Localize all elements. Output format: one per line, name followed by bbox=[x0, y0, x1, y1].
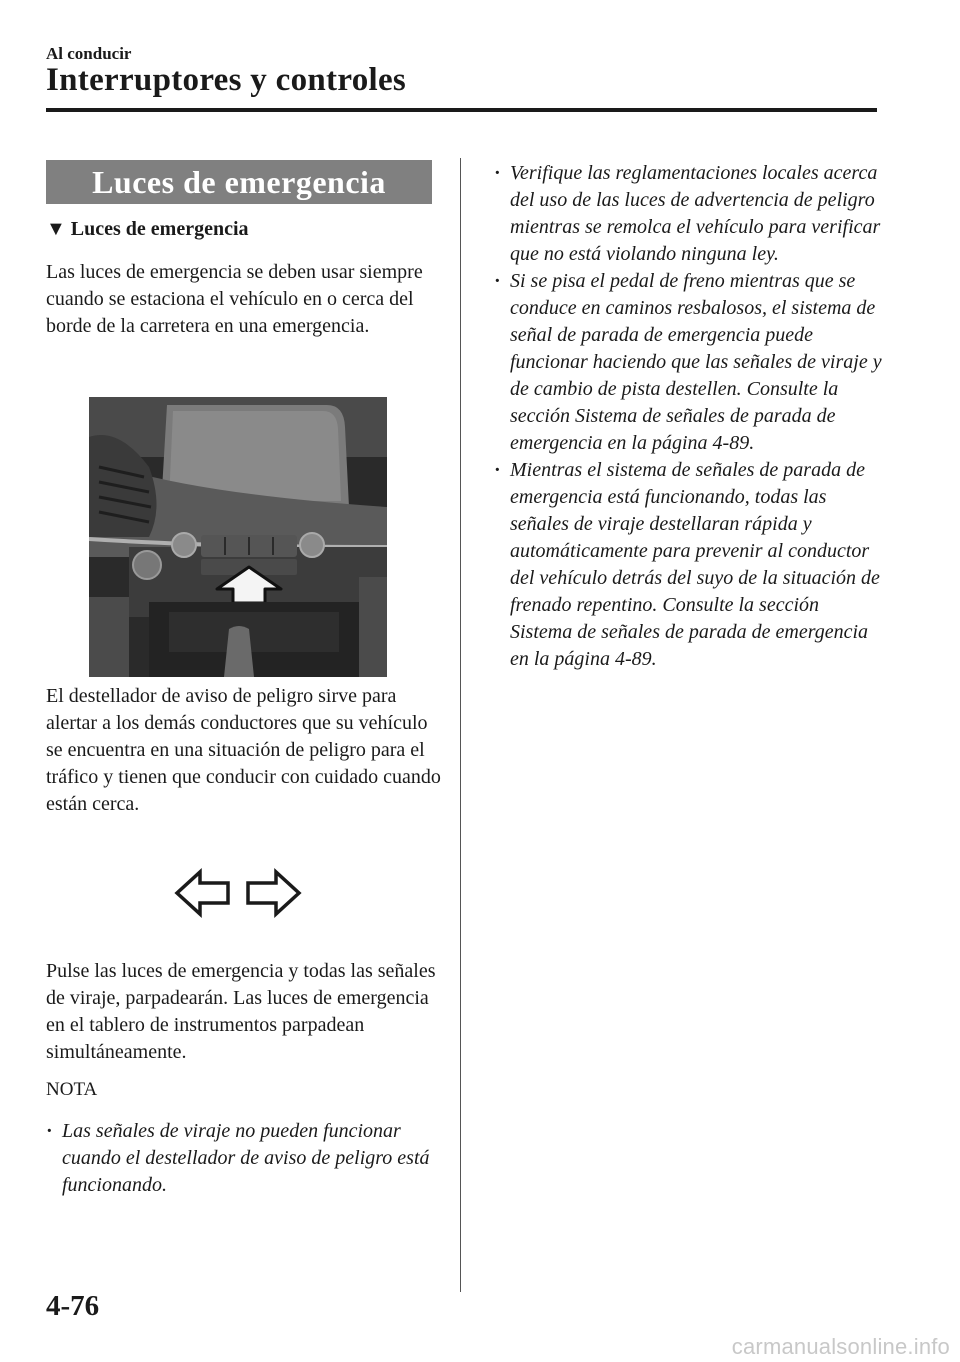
header-rule bbox=[46, 108, 877, 112]
triangle-down-icon: ▼ bbox=[46, 218, 66, 240]
paragraph-operation: Pulse las luces de emergencia y todas las señales de viraje, parpadearán. Las luces de emergencia en el tablero de instrumentos parpadean simultáneamente. bbox=[46, 960, 436, 1063]
dashboard-hazard-switch-photo bbox=[89, 397, 387, 677]
watermark: carmanualsonline.info bbox=[731, 1334, 950, 1359]
subheading-label: Luces de emergencia bbox=[70, 218, 249, 240]
note-item: · Si se pisa el pedal de freno mientras que se conduce en caminos resbalosos, el sistema de señal de parada de emergencia puede funcionar haciendo que las señales de viraje y de cambio de pista destellen. Consulte la sección Sistema de señales de parada de emergencia en la página 4-89. bbox=[494, 268, 884, 457]
right-note-list bbox=[494, 160, 884, 673]
paragraph-description: El destellador de aviso de peligro sirve para alertar a los demás conductores que su vehículo se encuentra en una situación de peligro para el tráfico y tienen que conducir con cuidado cuando están cerca. bbox=[46, 685, 441, 815]
left-note-list bbox=[46, 1118, 441, 1199]
topic-banner: Luces de emergencia bbox=[46, 160, 432, 204]
note-label: NOTA bbox=[46, 1079, 98, 1100]
note-item: · Mientras el sistema de señales de parada de emergencia está funcionando, todas las señales de viraje destellaran rápida y automáticamente para prevenir al conductor del vehículo detrás del suyo de la situación de frenado repentino. Consulte la sección Sistema de señales de parada de emergencia en la página 4-89. bbox=[494, 457, 884, 673]
page-number: 4-76 bbox=[46, 1290, 100, 1322]
column-divider bbox=[460, 158, 461, 1292]
chapter-title: Interruptores y controles bbox=[46, 62, 407, 98]
subheading bbox=[46, 218, 249, 241]
note-item: · Las señales de viraje no pueden funcionar cuando el destellador de aviso de peligro está funcionando. bbox=[46, 1118, 441, 1199]
note-item: · Verifique las reglamentaciones locales acerca del uso de las luces de advertencia de peligro mientras se remolca el vehículo para verificar que no está violando ninguna ley. bbox=[494, 160, 884, 268]
turn-signal-arrows-icon bbox=[173, 867, 303, 919]
section-label: Al conducir bbox=[46, 44, 132, 63]
paragraph-intro: Las luces de emergencia se deben usar siempre cuando se estaciona el vehículo en o cerca del borde de la carretera en una emergencia. bbox=[46, 261, 423, 337]
